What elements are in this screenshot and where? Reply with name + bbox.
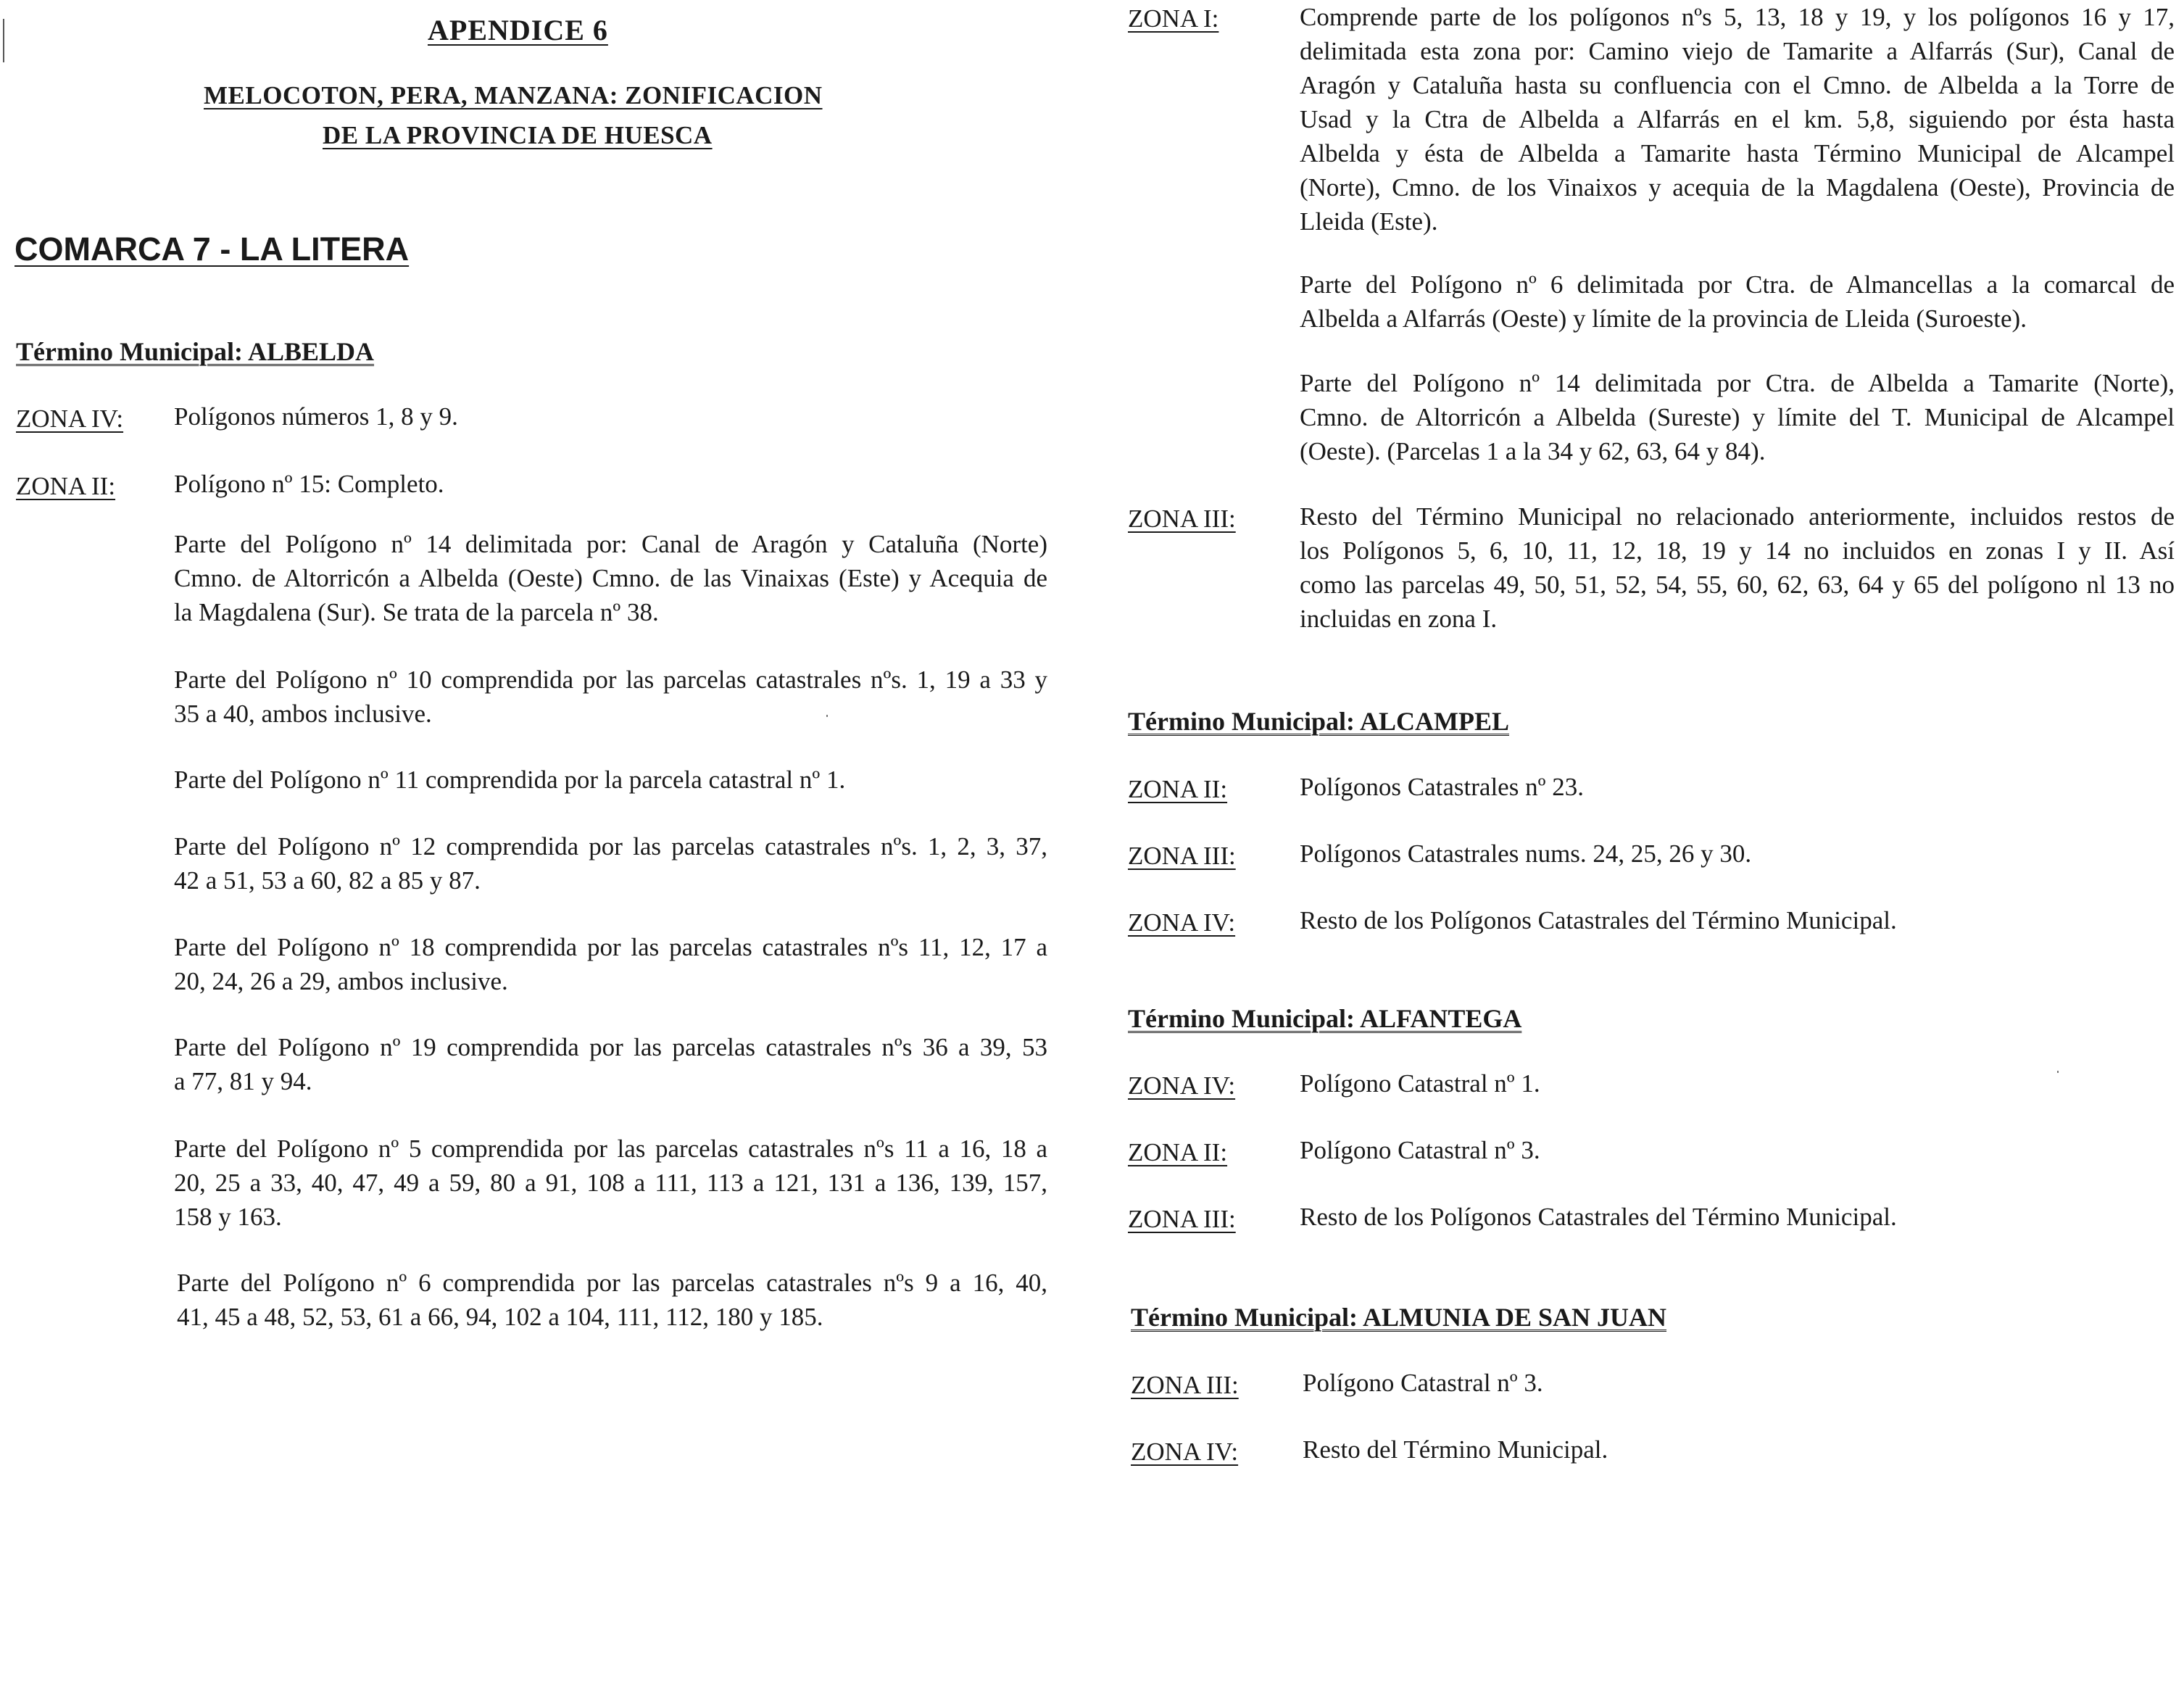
scan-speck [826,715,828,717]
zona-text: Polígono Catastral nº 3. [1303,1369,1543,1397]
zona-text: Resto del Término Municipal. [1303,1435,1608,1464]
zona-text: Resto de los Polígonos Catastrales del Término Municipal. [1300,906,1897,934]
zona-label: ZONA III: [1128,842,1236,870]
document-subtitle-line1: MELOCOTON, PERA, MANZANA: ZONIFICACION [204,81,823,109]
zona-label: ZONA I: [1128,4,1219,33]
zona-text: Polígono Catastral nº 1. [1300,1069,1540,1098]
parcel-paragraph: Parte del Polígono nº 12 comprendida por las parcelas catastrales nºs. 1, 2, 3, 37, 42 a 51, 53 a 60, 82 a 85 y 87. [174,832,1047,895]
parcel-paragraph: Parte del Polígono nº 19 comprendida por las parcelas catastrales nºs 36 a 39, 53 a 77, 81 y 94. [174,1033,1047,1095]
zona-label: ZONA III: [1131,1371,1239,1399]
municipio-heading-alcampel: Término Municipal: ALCAMPEL [1128,707,1510,736]
zona-label: ZONA III: [1128,1205,1236,1233]
zona-text: Resto de los Polígonos Catastrales del Término Municipal. [1300,1203,1897,1231]
zona-text: Polígono Catastral nº 3. [1300,1136,1540,1164]
municipio-heading-albelda: Término Municipal: ALBELDA [16,337,375,366]
scan-edge-mark [3,19,4,62]
zona-label: ZONA II: [16,472,116,500]
parcel-paragraph: Parte del Polígono nº 6 delimitada por Ctra. de Almancellas a la comarcal de Albelda a Alfarrás (Oeste) y límite de la provincia de Lleida (Suroeste). [1300,270,2175,333]
zona-label: ZONA IV: [1128,908,1236,937]
zona-text: Polígonos Catastrales nº 23. [1300,773,1584,801]
municipio-heading-almunia: Término Municipal: ALMUNIA DE SAN JUAN [1131,1303,1667,1332]
zona-label: ZONA II: [1128,775,1228,803]
parcel-paragraph: Parte del Polígono nº 5 comprendida por las parcelas catastrales nºs 11 a 16, 18 a 20, 25 a 33, 40, 47, 49 a 59, 80 a 91, 108 a 111, 113 a 121, 131 a 136, 139, 157, 158 y 163. [174,1135,1047,1231]
scan-speck [2057,1071,2059,1073]
parcel-paragraph: Parte del Polígono nº 14 delimitada por: Canal de Aragón y Cataluña (Norte) Cmno. de Altorricón a Albelda (Oeste) Cmno. de las Vinaixas (Este) y Acequia de la Magdalena (Sur). Se trata de la parcela nº 38. [174,530,1047,626]
appendix-title: APENDICE 6 [428,14,608,46]
zona-text: Polígonos números 1, 8 y 9. [174,402,458,431]
zona-i-description: Comprende parte de los polígonos nºs 5, 13, 18 y 19, y los polígonos 16 y 17, delimitada esta zona por: Camino viejo de Tamarite a Alfarrás (Sur), Canal de Aragón y Cataluña hasta su confluencia con el Cmno. de Albelda a la Torre de Usad y la Ctra de Albelda a Alfarrás en el km. 5,8, siguiendo por ésta hasta Albelda y ésta de Albelda a Tamarite hasta Término Municipal de Alcampel (Norte), Cmno. de los Vinaixos y acequia de la Magdalena (Oeste), Provincia de Lleida (Este). [1300,3,2175,236]
parcel-paragraph: Parte del Polígono nº 14 delimitada por Ctra. de Albelda a Tamarite (Norte), Cmno. de Altorricón a Albelda (Sureste) y límite del T. Municipal de Alcampel (Oeste). (Parcelas 1 a la 34 y 62, 63, 64 y 84). [1300,369,2175,465]
zona-iii-description: Resto del Término Municipal no relacionado anteriormente, incluidos restos de los Polígonos 5, 6, 10, 11, 12, 18, 19 y 14 no incluidos en zonas I y II. Así como las parcelas 49, 50, 51, 52, 54, 55, 60, 62, 63, 64 y 65 del polígono nl 13 no incluidas en zona I. [1300,502,2175,633]
zona-label: ZONA IV: [16,405,124,433]
document-subtitle-line2: DE LA PROVINCIA DE HUESCA [323,121,713,149]
zona-text: Polígonos Catastrales nums. 24, 25, 26 y 30. [1300,839,1752,868]
parcel-paragraph: Parte del Polígono nº 11 comprendida por la parcela catastral nº 1. [174,766,846,794]
zona-label: ZONA IV: [1131,1438,1239,1466]
zona-label: ZONA IV: [1128,1071,1236,1100]
parcel-paragraph: Parte del Polígono nº 10 comprendida por las parcelas catastrales nºs. 1, 19 a 33 y 35 a 40, ambos inclusive. [174,666,1047,728]
comarca-heading: COMARCA 7 - LA LITERA [14,231,410,268]
zona-text: Polígono nº 15: Completo. [174,470,444,498]
parcel-paragraph: Parte del Polígono nº 18 comprendida por las parcelas catastrales nºs 11, 12, 17 a 20, 24, 26 a 29, ambos inclusive. [174,933,1047,995]
zona-label: ZONA III: [1128,505,1236,533]
parcel-paragraph: Parte del Polígono nº 6 comprendida por las parcelas catastrales nºs 9 a 16, 40, 41, 45 a 48, 52, 53, 61 a 66, 94, 102 a 104, 111, 112, 180 y 185. [177,1269,1047,1331]
zona-label: ZONA II: [1128,1138,1228,1166]
municipio-heading-alfantega: Término Municipal: ALFANTEGA [1128,1004,1522,1033]
